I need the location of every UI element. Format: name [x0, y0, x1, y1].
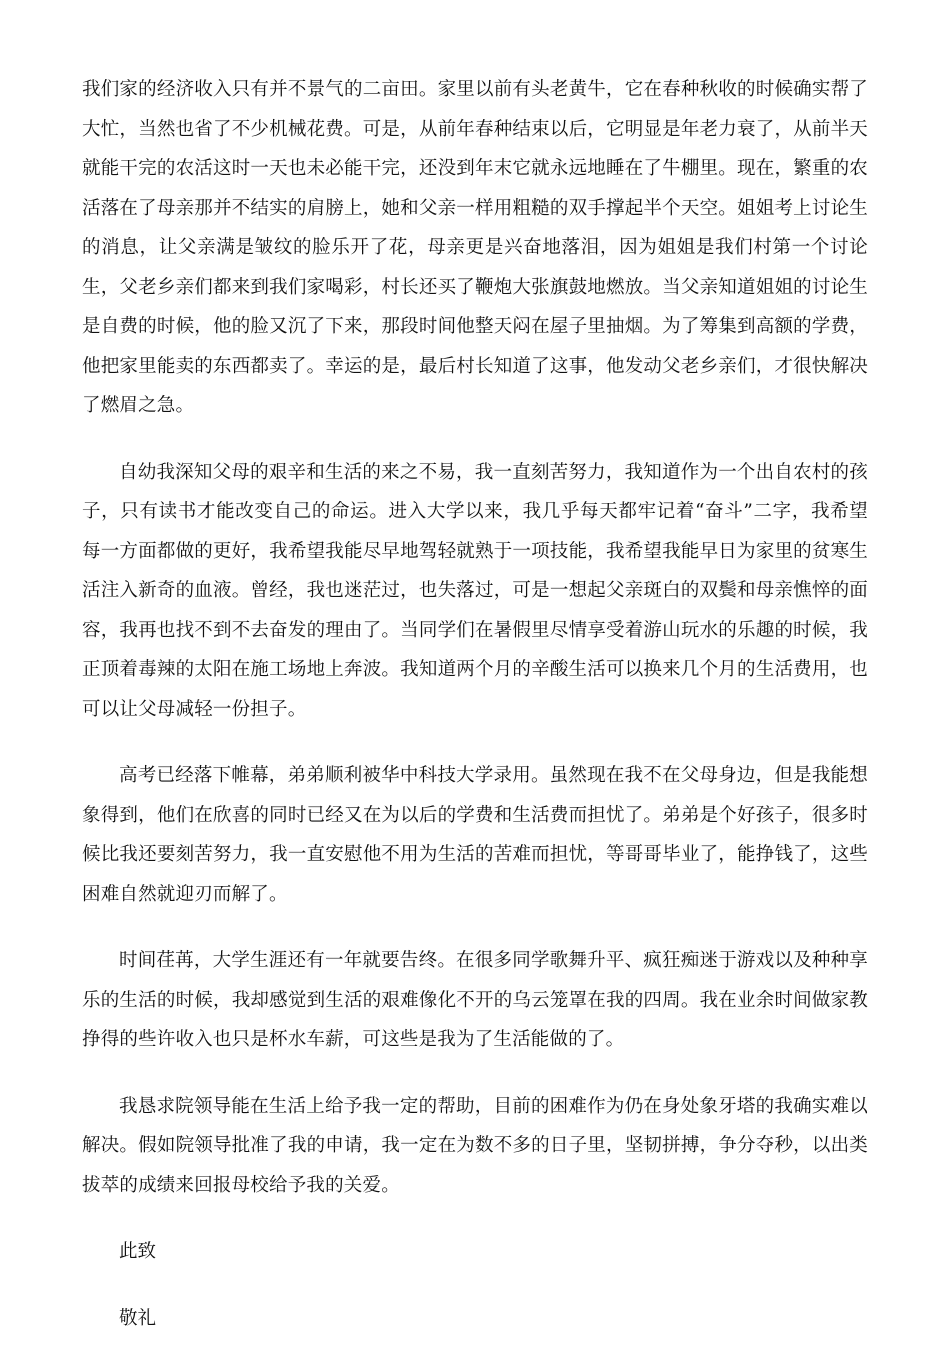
- closing-salutation: 此致: [119, 1241, 157, 1262]
- letter-page: [82, 70, 868, 1365]
- paragraph-brother: 高考已经落下帷幕，弟弟顺利被华中科技大学录用。虽然现在我不在父母身边，但是我能想象得到，他们在欣喜的同时已经又在为以后的学费和生活费而担忧了。弟弟是个好孩子，很多时候比我还要刻苦努力，我一直安慰他不用为生活的苦难而担忧，等哥哥毕业了，能挣钱了，这些困难自然就迎刃而解了。: [82, 765, 868, 905]
- closing-regards: 敬礼: [119, 1307, 157, 1329]
- paragraph-college-life: 时间荏苒，大学生涯还有一年就要告终。在很多同学歌舞升平、疯狂痴迷于游戏以及种种享乐的生活的时候，我却感觉到生活的艰难像化不开的乌云笼罩在我的四周。我在业余时间做家教挣得的些许收入也只是杯水车薪，可这些是我为了生活能做的了。: [82, 950, 868, 1050]
- paragraph-hard-work: 自幼我深知父母的艰辛和生活的来之不易，我一直刻苦努力，我知道作为一个出自农村的孩子，只有读书才能改变自己的命运。进入大学以来，我几乎每天都牢记着“奋斗”二字，我希望每一方面都做的更好，我希望我能尽早地驾轻就熟于一项技能，我希望我能早日为家里的贫寒生活注入新奇的血液。曾经，我也迷茫过，也失落过，可是一想起父亲斑白的双鬓和母亲憔悴的面容，我再也找不到不去奋发的理由了。当同学们在暑假里尽情享受着游山玩水的乐趣的时候，我正顶着毒辣的太阳在施工场地上奔波。我知道两个月的辛酸生活可以换来几个月的生活费用，也可以让父母减轻一份担子。: [82, 461, 868, 720]
- paragraph-family-income: 我们家的经济收入只有并不景气的二亩田。家里以前有头老黄牛，它在春种秋收的时候确实帮了大忙，当然也省了不少机械花费。可是，从前年春种结束以后，它明显是年老力衰了，从前半天就能干完的农活这时一天也未必能干完，还没到年末它就永远地睡在了牛棚里。现在，繁重的农活落在了母亲那并不结实的肩膀上，她和父亲一样用粗糙的双手撑起半个天空。姐姐考上讨论生的消息，让父亲满是皱纹的脸乐开了花，母亲更是兴奋地落泪，因为姐姐是我们村第一个讨论生，父老乡亲们都来到我们家喝彩，村长还买了鞭炮大张旗鼓地燃放。当父亲知道姐姐的讨论生是自费的时候，他的脸又沉了下来，那段时间他整天闷在屋子里抽烟。为了筹集到高额的学费，他把家里能卖的东西都卖了。幸运的是，最后村长知道了这事，他发动父老乡亲们，才很快解决了燃眉之急。: [82, 79, 868, 416]
- paragraph-request: 我恳求院领导能在生活上给予我一定的帮助，目前的困难作为仍在身处象牙塔的我确实难以解决。假如院领导批准了我的申请，我一定在为数不多的日子里，坚韧拼搏，争分夺秒，以出类拔萃的成绩来回报母校给予我的关爱。: [82, 1095, 868, 1196]
